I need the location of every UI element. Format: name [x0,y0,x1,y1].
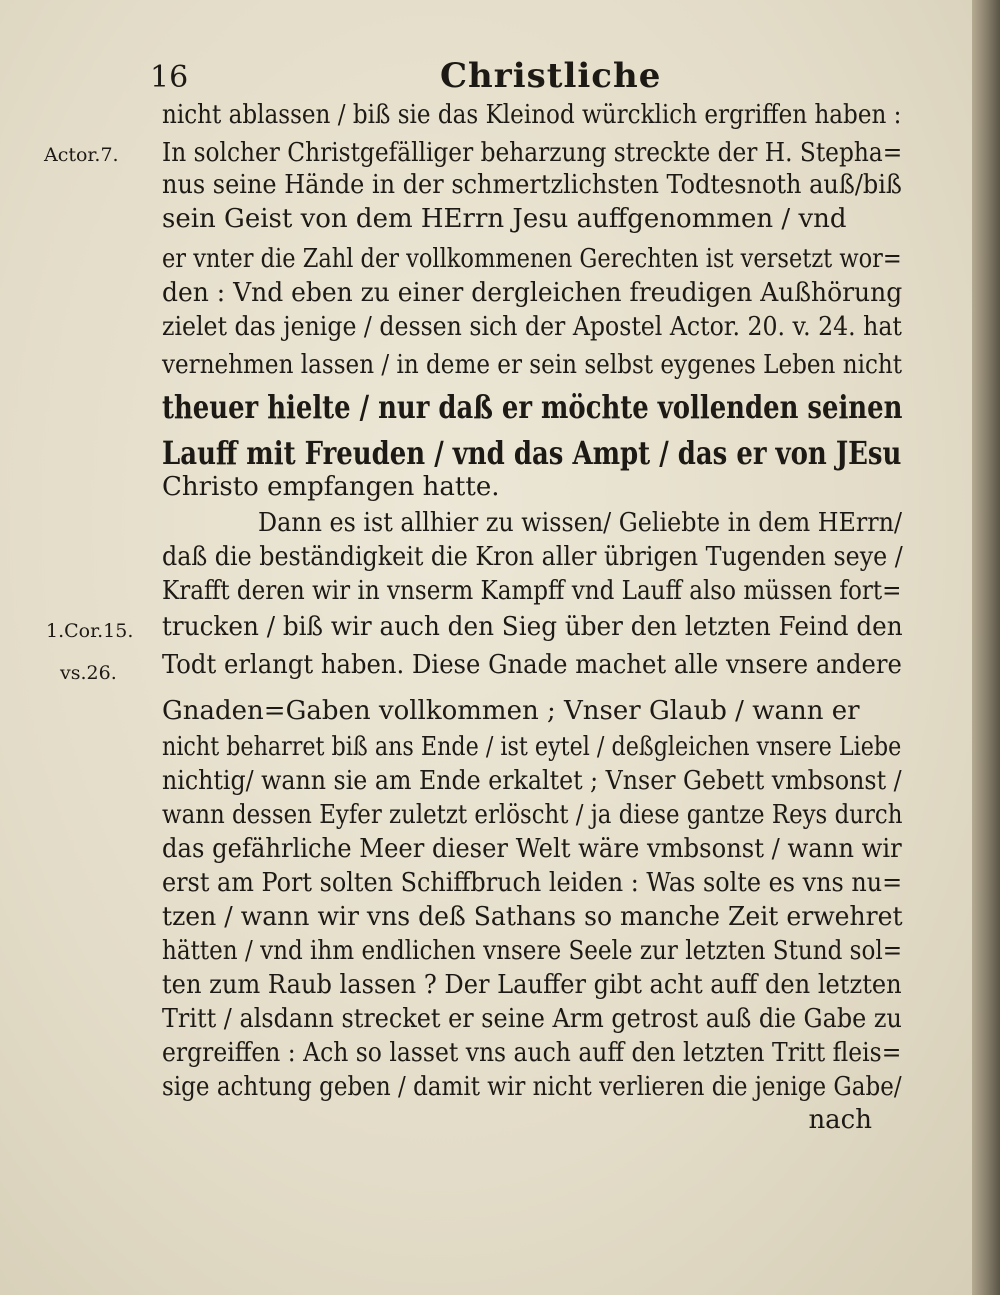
text-line: erst am Port solten Schiffbruch leiden : Was solte es vns nu= [162,868,903,898]
text-line: sige achtung geben / damit wir nicht verlieren die jenige Gabe/ [162,1072,902,1102]
text-line: wann dessen Eyfer zuletzt erlöscht / ja diese gantze Reys durch [162,800,903,830]
text-line: sein Geist von dem HErrn Jesu auffgenommen / vnd [162,204,847,234]
text-line: Gnaden=Gaben vollkommen ; Vnser Glaub / wann er [162,696,860,726]
text-line: hätten / vnd ihm endlichen vnsere Seele zur letzten Stund sol= [162,936,903,966]
text-line: ergreiffen : Ach so lasset vns auch auff den letzten Tritt fleis= [162,1038,902,1068]
text-line: theuer hielte / nur daß er möchte vollenden seinen [162,388,903,426]
text-line: zielet das jenige / dessen sich der Apostel Actor. 20. v. 24. hat [162,312,902,342]
text-line: In solcher Christgefälliger beharzung streckte der H. Stepha= [162,138,903,168]
text-line: trucken / biß wir auch den Sieg über den letzten Feind den [162,612,903,642]
text-line: Lauff mit Freuden / vnd das Ampt / das er von JEsu [162,434,902,472]
margin-note: Actor.7. [44,144,119,166]
text-line: nichtig/ wann sie am Ende erkaltet ; Vnser Gebett vmbsonst / [162,766,902,796]
text-line: das gefährliche Meer dieser Welt wäre vmbsonst / wann wir [162,834,902,864]
running-head: Christliche [440,56,662,96]
text-line: daß die beständigkeit die Kron aller übrigen Tugenden seye / [162,542,903,572]
margin-note: 1.Cor.15. [46,620,134,642]
margin-note: vs.26. [60,662,117,684]
text-line: den : Vnd eben zu einer dergleichen freudigen Außhörung [162,278,903,308]
text-line: tzen / wann wir vns deß Sathans so manche Zeit erwehret [162,902,903,932]
text-line: Todt erlangt haben. Diese Gnade machet alle vnsere andere [162,650,902,680]
text-line: vernehmen lassen / in deme er sein selbst eygenes Leben nicht [162,350,902,380]
text-line: ten zum Raub lassen ? Der Lauffer gibt acht auff den letzten [162,970,902,1000]
page-edge [972,0,1000,1295]
text-line: nus seine Hände in der schmertzlichsten Todtesnoth auß/biß [162,170,902,200]
text-line: Christo empfangen hatte. [162,472,500,502]
text-line: Dann es ist allhier zu wissen/ Geliebte in dem HErrn/ [258,508,903,538]
text-line: er vnter die Zahl der vollkommenen Gerechten ist versetzt wor= [162,244,902,274]
text-line: nicht beharret biß ans Ende / ist eytel / deßgleichen vnsere Liebe [162,732,902,762]
text-line: Tritt / alsdann strecket er seine Arm getrost auß die Gabe zu [162,1004,902,1034]
text-line: Krafft deren wir in vnserm Kampff vnd Lauff also müssen fort= [162,576,902,606]
catchword: nach [808,1105,872,1135]
page-number: 16 [150,60,189,95]
text-line: nicht ablassen / biß sie das Kleinod würcklich ergriffen haben : [162,100,902,130]
